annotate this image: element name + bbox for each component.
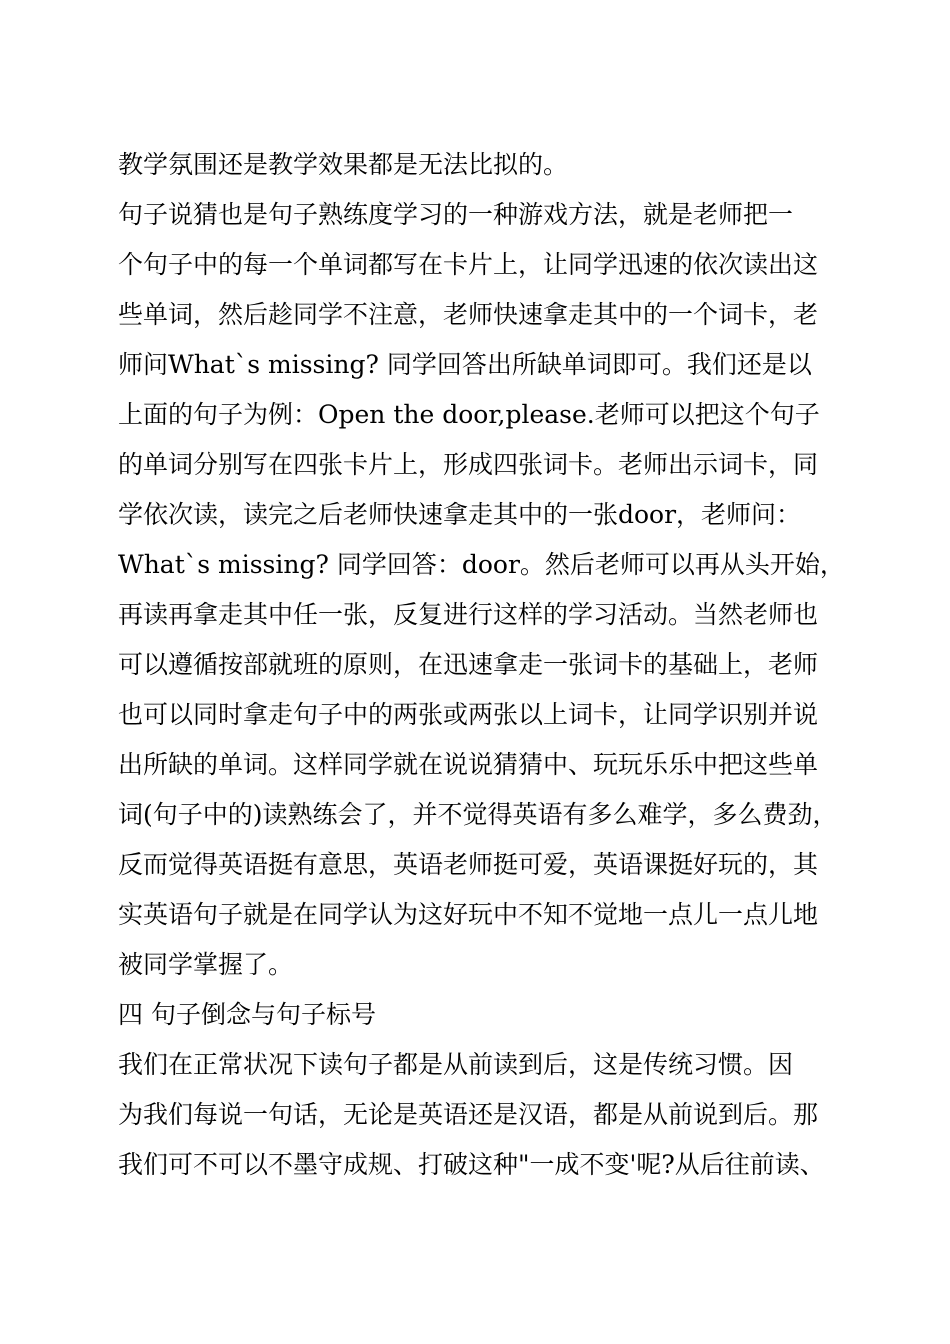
text-line: 学依次读，读完之后老师快速拿走其中的一张door，老师问： [118, 500, 802, 529]
text-line: 词(句子中的)读熟练会了，并不觉得英语有多么难学，多么费劲， [118, 800, 838, 829]
text-line: 个句子中的每一个单词都写在卡片上，让同学迅速的依次读出这 [118, 250, 819, 279]
text-line: 的单词分别写在四张卡片上，形成四张词卡。老师出示词卡，同 [118, 450, 819, 479]
text-line: 也可以同时拿走句子中的两张或两张以上词卡，让同学识别并说 [118, 700, 819, 729]
text-line: 出所缺的单词。这样同学就在说说猜猜中、玩玩乐乐中把这些单 [118, 750, 819, 779]
text-line: 师问What`s missing? 同学回答出所缺单词即可。我们还是以 [118, 350, 812, 379]
text-line: 再读再拿走其中任一张，反复进行这样的学习活动。当然老师也 [118, 600, 819, 629]
text-line: 句子说猜也是句子熟练度学习的一种游戏方法，就是老师把一 [118, 200, 794, 229]
text-line: 为我们每说一句话，无论是英语还是汉语，都是从前说到后。那 [118, 1100, 819, 1129]
text-line: 四 句子倒念与句子标号 [118, 1000, 376, 1029]
text-line: 我们在正常状况下读句子都是从前读到后，这是传统习惯。因 [118, 1050, 794, 1079]
text-line: 被同学掌握了。 [118, 950, 294, 979]
text-line: 教学氛围还是教学效果都是无法比拟的。 [118, 150, 569, 179]
text-line: 我们可不可以不墨守成规、打破这种"一成不变'呢?从后往前读、 [118, 1150, 825, 1179]
text-line: 上面的句子为例：Open the door,please.老师可以把这个句子 [118, 400, 820, 429]
text-line: 反而觉得英语挺有意思，英语老师挺可爱，英语课挺好玩的，其 [118, 850, 819, 879]
text-line: 些单词，然后趁同学不注意，老师快速拿走其中的一个词卡，老 [118, 300, 819, 329]
text-line: 可以遵循按部就班的原则，在迅速拿走一张词卡的基础上，老师 [118, 650, 819, 679]
text-line: What`s missing? 同学回答：door。然后老师可以再从头开始， [118, 550, 845, 579]
text-line: 实英语句子就是在同学认为这好玩中不知不觉地一点儿一点儿地 [118, 900, 819, 929]
